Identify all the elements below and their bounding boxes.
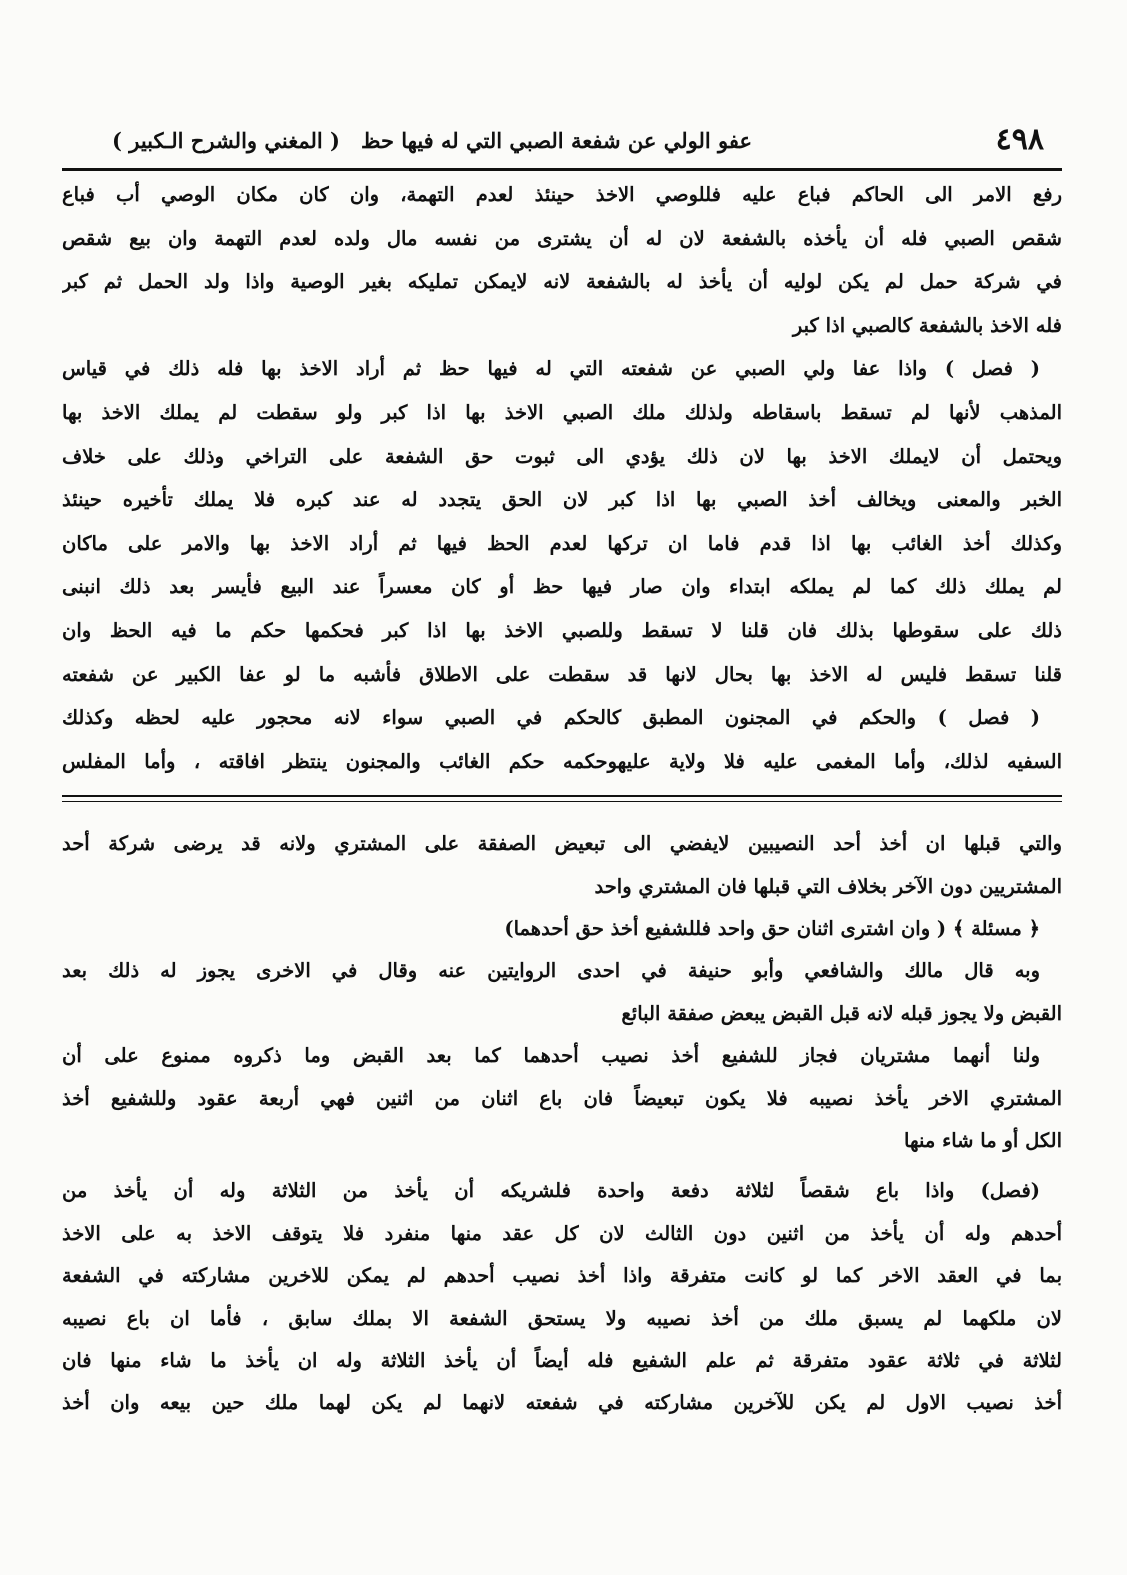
text-line: والتي قبلها ان أخذ أحد النصيبين لايفضي الى تبعيض الصفقة على المشتري ولانه قد يرضى شركة أحد — [62, 832, 1062, 856]
text-line: أحدهم وله أن يأخذ من اثنين دون الثالث لان كل عقد منها منفرد فلا يتوقف الاخذ به على الاخذ — [62, 1221, 1062, 1245]
text-line: أخذ نصيب الاول لم يكن للآخرين مشاركته في شفعته لانهما لم يكن لهما ملك حين بيعه وان أخذ — [62, 1391, 1062, 1415]
commentary-text — [62, 823, 1062, 1424]
text-line: وبه قال مالك والشافعي وأبو حنيفة في احدى الروايتين عنه وقال في الاخرى يجوز له ذلك بعد — [62, 959, 1040, 983]
page-number: ٤٩٨ — [995, 122, 1044, 157]
text-line: قلنا تسقط فليس له الاخذ بها بحال لانها قد سقطت على الاطلاق فأشبه ما لو عفا الكبير عن شفعته — [62, 662, 1062, 686]
text-line: ولنا أنهما مشتريان فجاز للشفيع أخذ نصيب أحدهما كما بعد القبض وما ذكروه ممنوع على أن — [62, 1044, 1040, 1068]
divider-rule — [62, 801, 1062, 802]
text-line: في شركة حمل لم يكن لوليه أن يأخذ له بالشفعة لانه لايمكن تمليكه بغير الوصية واذا ولد الحمل ثم كبر — [62, 270, 1062, 294]
text-line: لثلاثة في ثلاثة عقود متفرقة ثم علم الشفيع فله أيضاً أن يأخذ الثلاثة وله ان يأخذ ما شاء منها فان — [62, 1349, 1062, 1372]
page-header — [62, 122, 1062, 171]
text-line: لان ملكهما لم يسبق ملك من أخذ نصيبه ولا يستحق الشفعة الا بملك سابق ، فأما ان باع نصيبه — [62, 1306, 1062, 1330]
text-line: القبض ولا يجوز قبله لانه قبل القبض يبعض صفقة البائع — [621, 1001, 1062, 1025]
book-page — [62, 122, 1062, 1425]
text-line: ( فصل ) والحكم في المجنون المطبق كالحكم في الصبي سواء لانه محجور عليه لحظه وكذلك — [62, 706, 1040, 730]
masala-heading: ﴿ مسئلة ﴾ ( وان اشترى اثنان حق واحد فللشفيع أخذ حق أحدهما) — [504, 917, 1040, 941]
text-line: فله الاخذ بالشفعة كالصبي اذا كبر — [792, 313, 1062, 337]
text-line: السفيه لذلك، وأما المغمى عليه فلا ولاية عليهوحكمه حكم الغائب والمجنون ينتظر افاقته ، وأما المفلس — [62, 749, 1062, 773]
text-line: المشتريين دون الآخر بخلاف التي قبلها فان المشتري واحد — [594, 874, 1062, 898]
text-line: رفع الامر الى الحاكم فباع عليه فللوصي الاخذ حينئذ لعدم التهمة، وان كان مكان الوصي أب فباع — [62, 183, 1062, 206]
main-text — [62, 171, 1062, 783]
running-title: عفو الولي عن شفعة الصبي التي له فيها حظ — [361, 128, 752, 153]
section-divider — [62, 783, 1062, 823]
text-line: (فصل) واذا باع شقصاً لثلاثة دفعة واحدة فلشريكه أن يأخذ من الثلاثة وله أن يأخذ من — [62, 1179, 1040, 1203]
text-line: ويحتمل أن لايملك الاخذ بها لان ذلك يؤدي الى ثبوت حق الشفعة على التراخي وذلك على خلاف — [62, 444, 1062, 468]
text-line: ( فصل ) واذا عفا ولي الصبي عن شفعته التي له فيها حظ ثم أراد الاخذ بها فله ذلك في قياس — [62, 357, 1040, 381]
text-line: المذهب لأنها لم تسقط باسقاطه ولذلك ملك الصبي الاخذ بها اذا كبر ولو سقطت لم يملك الاخذ بها — [62, 400, 1062, 424]
text-line: وكذلك أخذ الغائب بها اذا قدم فاما ان تركها لعدم الحظ فيها ثم أراد الاخذ بها والامر على ماكان — [62, 531, 1062, 555]
text-line: شقص الصبي فله أن يأخذه بالشفعة لان له أن يشترى من نفسه مال ولده لعدم التهمة وان بيع شقص — [62, 226, 1062, 250]
text-line: المشتري الاخر يأخذ نصيبه فلا يكون تبعيضاً فان باع اثنان من اثنين فهي أربعة عقود وللشفيع أخذ — [62, 1086, 1062, 1110]
text-line: الكل أو ما شاء منها — [904, 1129, 1062, 1153]
text-line: ذلك على سقوطها بذلك فان قلنا لا تسقط وللصبي الاخذ بها اذا كبر فحكمها حكم ما فيه الحظ وان — [62, 618, 1062, 642]
book-title: ( المغني والشرح الـكبير ) — [112, 128, 340, 153]
divider-rule — [62, 795, 1062, 797]
text-line: الخبر والمعنى ويخالف أخذ الصبي بها اذا كبر لان الحق يتجدد له عند كبره فلا يملك تأخيره حينئذ — [62, 488, 1062, 512]
text-line: بما في العقد الاخر كما لو كانت متفرقة واذا أخذ نصيب أحدهم لم يمكن للاخرين مشاركته في الشفعة — [62, 1264, 1062, 1288]
text-line: لم يملك ذلك كما لم يملكه ابتداء وان صار فيها حظ أو كان معسراً عند البيع فأيسر بعد ذلك انبنى — [62, 575, 1062, 599]
